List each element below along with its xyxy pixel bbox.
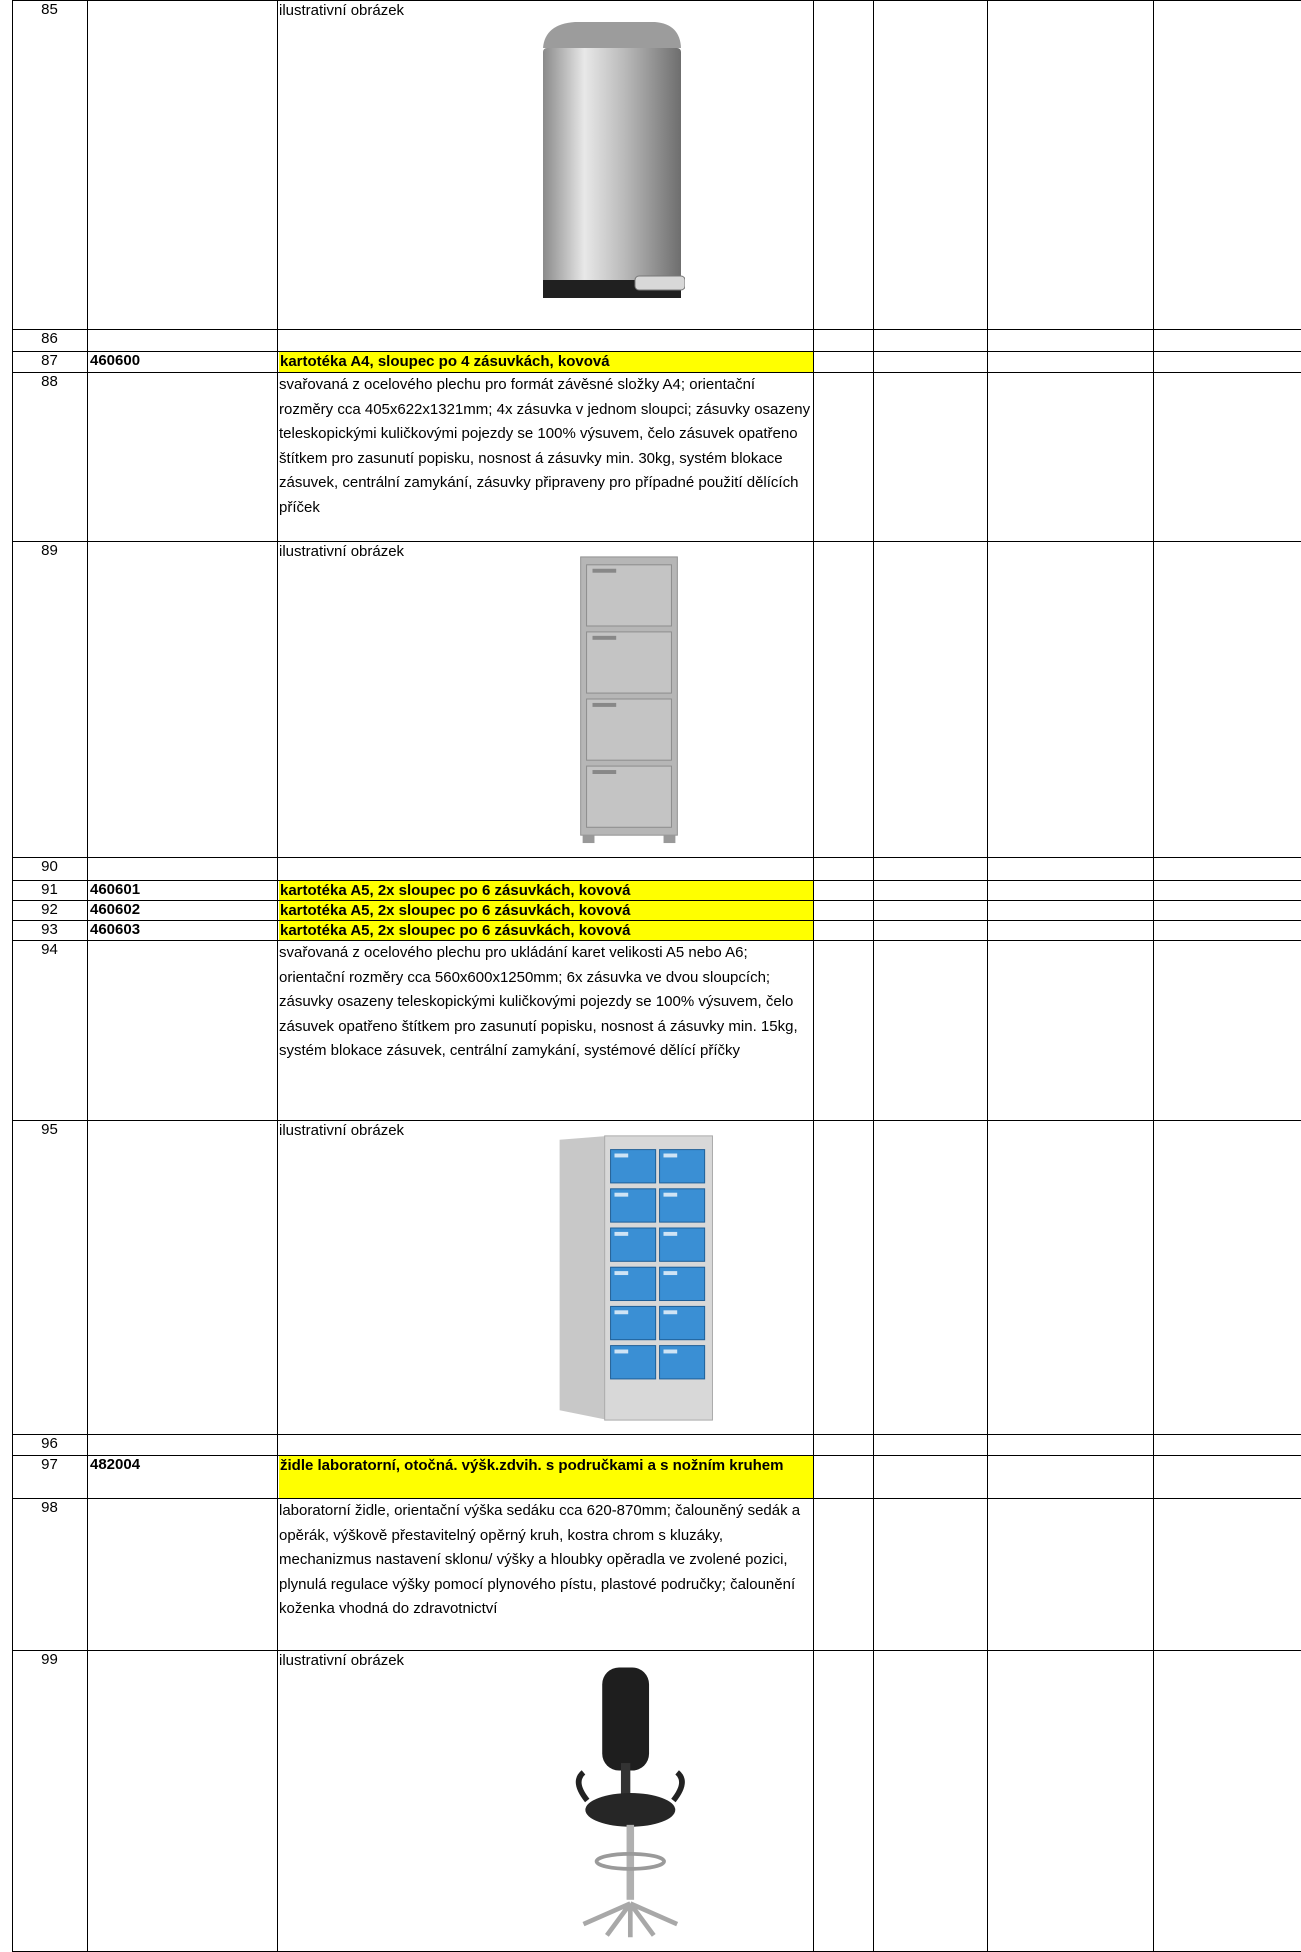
item-title: kartotéka A5, 2x sloupec po 6 zásuvkách, kovová (279, 921, 813, 940)
trash-bin-image (535, 10, 685, 310)
item-title: kartotéka A5, 2x sloupec po 6 zásuvkách, kovová (279, 881, 813, 900)
grid-vertical-line (1153, 0, 1154, 1951)
trash-bin-image (535, 10, 685, 315)
row-number: 98 (41, 1499, 58, 1516)
row-number: 85 (41, 1, 58, 18)
item-description: svařovaná z ocelového plechu pro ukládání karet velikosti A5 nebo A6; orientační rozměry cca 560x600x1250mm; 6x zásuvka ve dvou sloupcích; zásuvky osazeny teleskopickými kuličkovými pojezdy se 100% výsuvem, čelo zásuvek opatřeno štítkem pro zasunutí popisku, nosnost á zásuvky min. 15kg, systém blokace zásuvek, centrální zamykání, systémové dělící příčky (279, 944, 798, 1059)
item-code: 460602 (90, 901, 141, 918)
row-number: 89 (41, 542, 58, 559)
grid-horizontal-line (12, 857, 1301, 858)
filing-cabinet-4-drawers-image (570, 551, 690, 852)
image-caption: ilustrativní obrázek (279, 1122, 405, 1139)
grid-vertical-line (873, 0, 874, 1951)
item-code: 482004 (90, 1456, 141, 1473)
item-description: svařovaná z ocelového plechu pro formát závěsné složky A4; orientační rozměry cca 405x622x1321mm; 4x zásuvka v jednom sloupci; zásuvky osazeny teleskopickými kuličkovými pojezdy se 100% výsuvem, čelo zásuvek opatřeno štítkem pro zasunutí popisku, nosnost á zásuvky min. 30kg, systém blokace zásuvek, centrální zamykání, zásuvky připraveny pro případné použití dělících příček (279, 376, 811, 516)
row-number: 87 (41, 352, 58, 369)
item-code: 460603 (90, 921, 141, 938)
grid-vertical-line (87, 0, 88, 1951)
grid-horizontal-line (12, 329, 1301, 330)
lab-chair-image (560, 1660, 710, 1946)
item-title: kartotéka A5, 2x sloupec po 6 zásuvkách, kovová (279, 901, 813, 920)
row-number: 91 (41, 881, 58, 898)
item-code: 460601 (90, 881, 141, 898)
lab-chair-image (560, 1660, 710, 1941)
image-caption: ilustrativní obrázek (279, 543, 405, 560)
row-number: 94 (41, 941, 58, 958)
row-number: 86 (41, 330, 58, 347)
item-title: kartotéka A4, sloupec po 4 zásuvkách, kovová (279, 352, 813, 372)
row-number: 88 (41, 373, 58, 390)
grid-horizontal-line (12, 1434, 1301, 1435)
card-cabinet-12-drawers-image (548, 1130, 728, 1424)
grid-vertical-line (813, 0, 814, 1951)
item-title: židle laboratorní, otočná. výšk.zdvih. s područkami a s nožním kruhem (279, 1456, 813, 1498)
row-number: 96 (41, 1435, 58, 1452)
row-number: 90 (41, 858, 58, 875)
row-number: 99 (41, 1651, 58, 1668)
row-number: 97 (41, 1456, 58, 1473)
item-description: laboratorní židle, orientační výška sedáku cca 620-870mm; čalouněný sedák a opěrák, výškově přestavitelný opěrný kruh, kostra chrom s kluzáky, mechanizmus nastavení sklonu/ výšky a hloubky opěradla ve zvolené pozici, plynulá regulace výšky pomocí plynového pístu, plastové područky; čalounění koženka vhodná do zdravotnictví (279, 1502, 801, 1617)
grid-vertical-line (277, 0, 278, 1951)
grid-vertical-line (987, 0, 988, 1951)
row-number: 93 (41, 921, 58, 938)
item-code: 460600 (90, 352, 141, 369)
image-caption: ilustrativní obrázek (279, 1652, 405, 1669)
image-caption: ilustrativní obrázek (279, 2, 405, 19)
filing-cabinet-4-drawers-image (570, 551, 690, 847)
row-number: 92 (41, 901, 58, 918)
row-number: 95 (41, 1121, 58, 1138)
card-cabinet-12-drawers-image (548, 1130, 728, 1429)
